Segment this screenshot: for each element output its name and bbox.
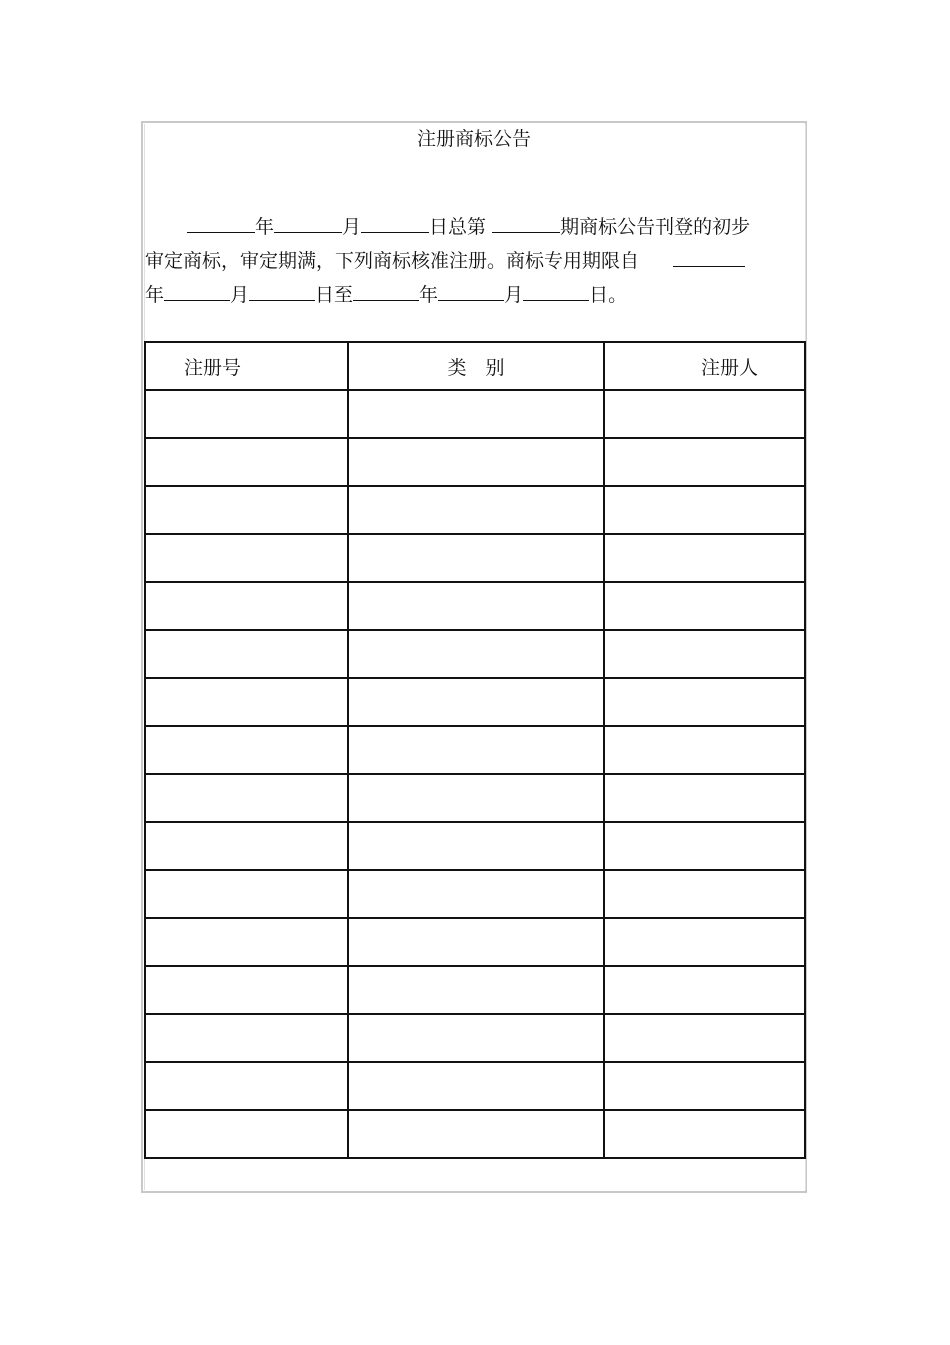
cell-category [348, 438, 604, 486]
label-start-year: 年 [145, 284, 165, 306]
cell-registrant [604, 438, 805, 486]
table-row [145, 582, 805, 630]
cell-category [348, 966, 604, 1014]
cell-registrant [604, 1062, 805, 1110]
blank-issue-number [492, 210, 560, 233]
label-approval-text: 审定商标，审定期满，下列商标核准注册。商标专用期限自 [145, 250, 640, 272]
blank-end-year [353, 278, 419, 301]
table-row [145, 1014, 805, 1062]
header-registration-number: 注册号 [145, 342, 348, 390]
blank-year [187, 210, 255, 233]
label-month: 月 [342, 216, 362, 238]
cell-registrant [604, 390, 805, 438]
cell-category [348, 822, 604, 870]
cell-registration-number [145, 918, 348, 966]
label-end-day: 日。 [589, 284, 628, 306]
blank-month [274, 210, 342, 233]
blank-start-month [164, 278, 230, 301]
cell-registrant [604, 726, 805, 774]
blank-start-day [249, 278, 315, 301]
cell-registration-number [145, 1014, 348, 1062]
blank-day [361, 210, 429, 233]
cell-category [348, 1110, 604, 1158]
cell-registration-number [145, 630, 348, 678]
cell-registrant [604, 582, 805, 630]
table-row [145, 486, 805, 534]
table-row [145, 534, 805, 582]
table-row [145, 630, 805, 678]
cell-category [348, 1014, 604, 1062]
cell-registration-number [145, 534, 348, 582]
header-category: 类 别 [348, 342, 604, 390]
blank-end-month [438, 278, 504, 301]
table-row [145, 966, 805, 1014]
header-registrant: 注册人 [604, 342, 805, 390]
cell-registration-number [145, 486, 348, 534]
cell-registration-number [145, 438, 348, 486]
table-row [145, 678, 805, 726]
notice-line-2 [145, 244, 805, 278]
page-title: 注册商标公告 [416, 128, 531, 150]
cell-category [348, 486, 604, 534]
cell-category [348, 726, 604, 774]
cell-category [348, 534, 604, 582]
cell-registrant [604, 630, 805, 678]
table-header-row [145, 342, 805, 390]
table-body [145, 390, 805, 1158]
cell-registration-number [145, 774, 348, 822]
table-row [145, 438, 805, 486]
cell-registrant [604, 870, 805, 918]
cell-category [348, 582, 604, 630]
cell-registrant [604, 822, 805, 870]
cell-registrant [604, 486, 805, 534]
cell-registration-number [145, 582, 348, 630]
cell-registrant [604, 678, 805, 726]
notice-line-3 [145, 278, 805, 312]
cell-registrant [604, 774, 805, 822]
table-row [145, 1062, 805, 1110]
cell-registration-number [145, 390, 348, 438]
table-row [145, 918, 805, 966]
cell-category [348, 918, 604, 966]
label-start-month: 月 [230, 284, 250, 306]
cell-registrant [604, 1110, 805, 1158]
cell-registration-number [145, 1062, 348, 1110]
cell-category [348, 390, 604, 438]
cell-registrant [604, 966, 805, 1014]
notice-line-1 [145, 210, 805, 244]
cell-category [348, 630, 604, 678]
label-end-month: 月 [504, 284, 524, 306]
cell-registration-number [145, 1110, 348, 1158]
blank-end-day [523, 278, 589, 301]
cell-category [348, 678, 604, 726]
notice-paragraph [145, 210, 805, 312]
cell-registration-number [145, 822, 348, 870]
cell-category [348, 774, 604, 822]
registration-table [144, 341, 806, 1159]
cell-category [348, 1062, 604, 1110]
cell-registrant [604, 1014, 805, 1062]
cell-registration-number [145, 726, 348, 774]
cell-registration-number [145, 870, 348, 918]
table-row [145, 870, 805, 918]
label-end-year: 年 [419, 284, 439, 306]
table-row [145, 1110, 805, 1158]
table-row [145, 822, 805, 870]
table-row [145, 390, 805, 438]
cell-category [348, 870, 604, 918]
label-day-to: 日至 [315, 284, 354, 306]
cell-registrant [604, 534, 805, 582]
label-issue-rest: 期商标公告刊登的初步 [560, 216, 751, 238]
cell-registration-number [145, 678, 348, 726]
cell-registration-number [145, 966, 348, 1014]
blank-start-year [673, 244, 745, 267]
cell-registrant [604, 918, 805, 966]
label-day-issue: 日总第 [429, 216, 487, 238]
table-row [145, 774, 805, 822]
label-year: 年 [255, 216, 275, 238]
table-row [145, 726, 805, 774]
